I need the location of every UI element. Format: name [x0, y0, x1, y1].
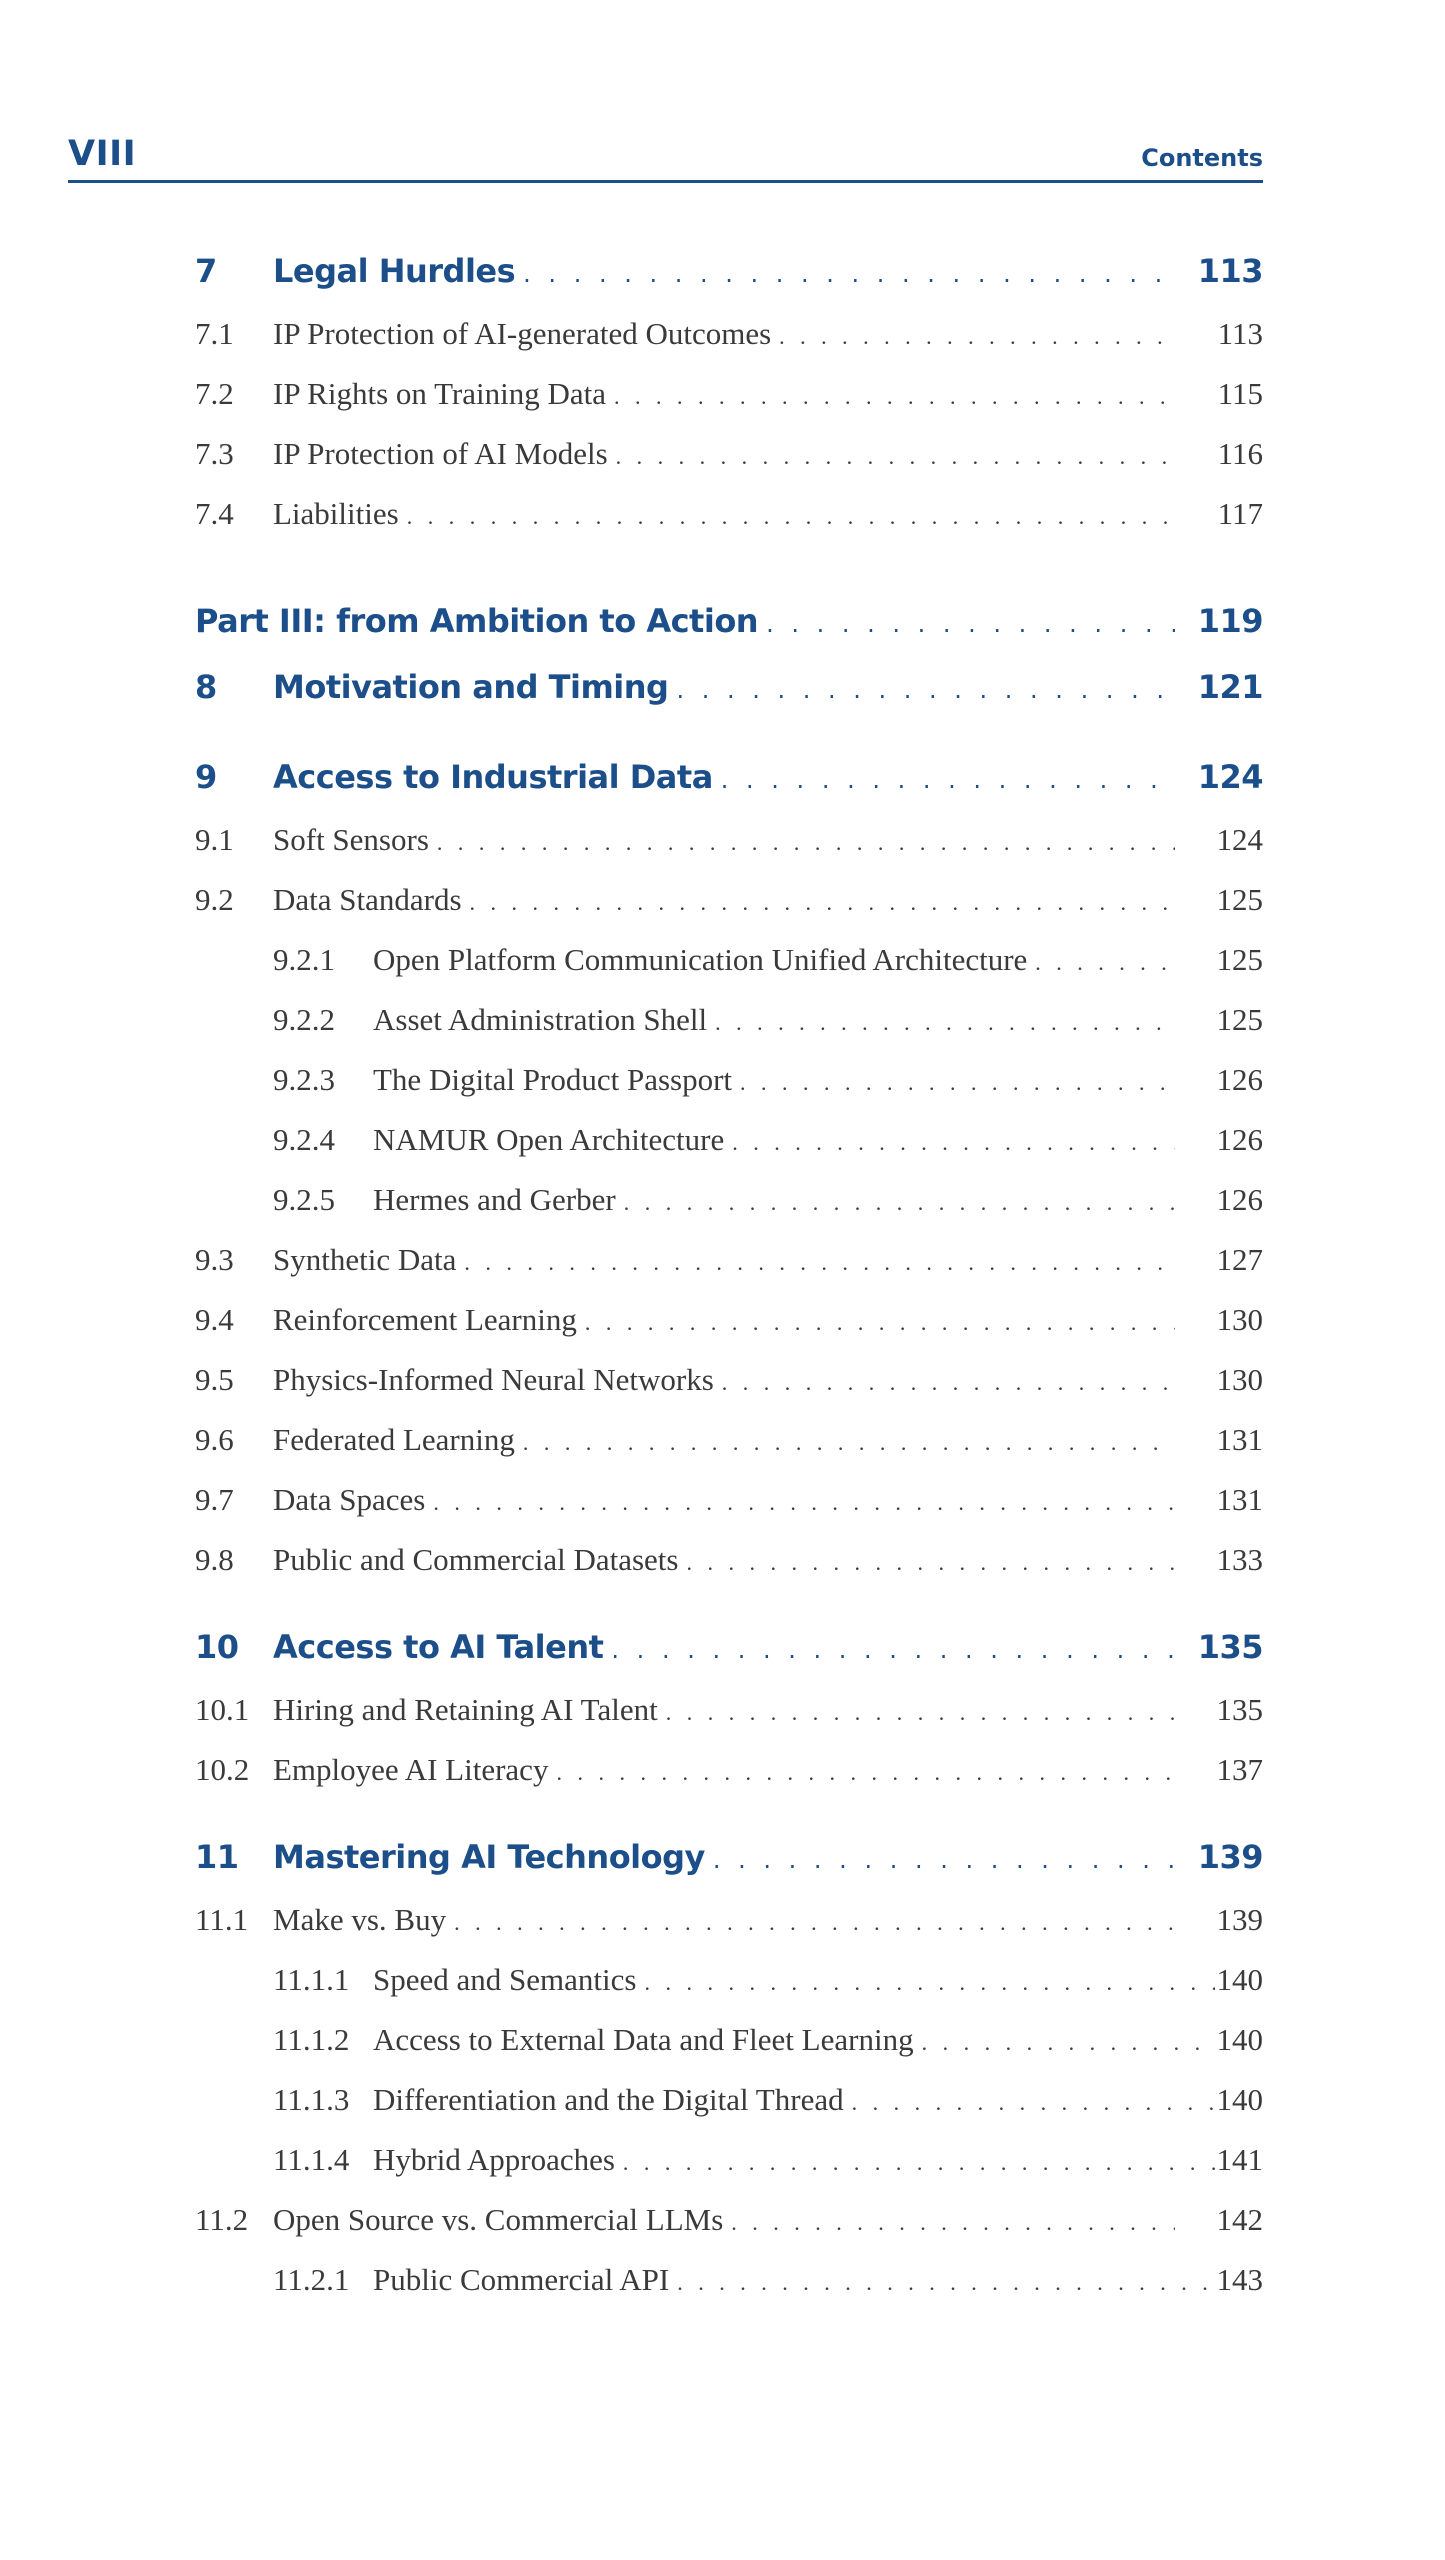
- toc-number: 9.2.4: [273, 1122, 335, 1157]
- toc-page-number: 137: [1216, 1752, 1263, 1787]
- toc-chapter-11[interactable]: [195, 1838, 1263, 1876]
- toc-title: Differentiation and the Digital Thread: [373, 2082, 844, 2117]
- dot-leader: [721, 758, 1175, 796]
- toc-section-10-1[interactable]: [195, 1692, 1263, 1728]
- toc-section-7-1[interactable]: [195, 316, 1263, 352]
- toc-number: 9.3: [195, 1242, 234, 1277]
- toc-number: 9.5: [195, 1362, 234, 1397]
- toc-title: Employee AI Literacy: [273, 1752, 549, 1787]
- toc-number: 7.3: [195, 436, 234, 471]
- toc-section-9-1[interactable]: [195, 822, 1263, 858]
- toc-number: 10.1: [195, 1692, 250, 1727]
- toc-subsection-11-2-1[interactable]: [273, 2262, 1263, 2298]
- toc-section-9-3[interactable]: [195, 1242, 1263, 1278]
- toc-title: Legal Hurdles: [273, 252, 516, 290]
- toc-chapter-8[interactable]: [195, 668, 1263, 706]
- toc-subsection-11-1-3[interactable]: [273, 2082, 1263, 2118]
- toc-page-number: 124: [1216, 822, 1263, 857]
- dot-leader: [614, 376, 1175, 412]
- dot-leader: [624, 1182, 1175, 1218]
- dot-leader: [722, 1362, 1175, 1398]
- toc-section-9-5[interactable]: [195, 1362, 1263, 1398]
- toc-number: 7.2: [195, 376, 234, 411]
- dot-leader: [740, 1062, 1175, 1098]
- toc-section-9-8[interactable]: [195, 1542, 1263, 1578]
- toc-part-iii[interactable]: [195, 602, 1263, 640]
- dot-leader: [437, 822, 1175, 858]
- toc-page-number: 140: [1216, 2082, 1263, 2117]
- toc-section-7-3[interactable]: [195, 436, 1263, 472]
- toc-chapter-9[interactable]: [195, 758, 1263, 796]
- toc-number: 11.2: [195, 2202, 249, 2237]
- page-folio: VIII: [68, 134, 137, 174]
- dot-leader: [676, 668, 1175, 706]
- toc-title: IP Rights on Training Data: [273, 376, 606, 411]
- dot-leader: [585, 1302, 1175, 1338]
- toc-title: Federated Learning: [273, 1422, 515, 1457]
- toc-section-10-2[interactable]: [195, 1752, 1263, 1788]
- toc-subsection-11-1-4[interactable]: [273, 2142, 1263, 2178]
- toc-title: Open Platform Communication Unified Architecture: [373, 942, 1028, 977]
- toc-page-number: 119: [1197, 602, 1263, 640]
- toc-page-number: 126: [1216, 1122, 1263, 1157]
- toc-page-number: 140: [1216, 1962, 1263, 1997]
- toc-page-number: 124: [1197, 758, 1263, 796]
- toc-number: 9.2.1: [273, 942, 335, 977]
- toc-number: 11: [195, 1838, 239, 1876]
- toc-title: Reinforcement Learning: [273, 1302, 577, 1337]
- toc-number: 8: [195, 668, 217, 706]
- toc-page-number: 117: [1217, 496, 1263, 531]
- toc-title: Speed and Semantics: [373, 1962, 637, 1997]
- toc-number: 9.4: [195, 1302, 234, 1337]
- toc-page-number: 115: [1217, 376, 1263, 411]
- toc-subsection-9-2-1[interactable]: [273, 942, 1263, 978]
- toc-page-number: 116: [1217, 436, 1263, 471]
- toc-number: 7.4: [195, 496, 234, 531]
- toc-title: Hiring and Retaining AI Talent: [273, 1692, 658, 1727]
- dot-leader: [523, 252, 1175, 290]
- dot-leader: [922, 2022, 1215, 2058]
- dot-leader: [433, 1482, 1175, 1518]
- toc-subsection-9-2-5[interactable]: [273, 1182, 1263, 1218]
- toc-page-number: 125: [1216, 942, 1263, 977]
- toc-title: Make vs. Buy: [273, 1902, 447, 1937]
- toc-title: Asset Administration Shell: [373, 1002, 708, 1037]
- toc-page-number: 125: [1216, 882, 1263, 917]
- toc-number: 11.1.4: [273, 2142, 350, 2177]
- toc-number: 7.1: [195, 316, 234, 351]
- toc-number: 9.6: [195, 1422, 234, 1457]
- toc-number: 9.2.3: [273, 1062, 335, 1097]
- dot-leader: [623, 2142, 1215, 2178]
- toc-title: Hermes and Gerber: [373, 1182, 616, 1217]
- dot-leader: [852, 2082, 1215, 2118]
- toc-title: Mastering AI Technology: [273, 1838, 705, 1876]
- toc-number: 11.1: [195, 1902, 249, 1937]
- dot-leader: [715, 1002, 1175, 1038]
- toc-page-number: 127: [1216, 1242, 1263, 1277]
- toc-page-number: 126: [1216, 1182, 1263, 1217]
- toc-chapter-7[interactable]: [195, 252, 1263, 290]
- toc-title: The Digital Product Passport: [373, 1062, 733, 1097]
- toc-title: Soft Sensors: [273, 822, 429, 857]
- toc-page-number: 130: [1216, 1302, 1263, 1337]
- toc-subsection-11-1-2[interactable]: [273, 2022, 1263, 2058]
- dot-leader: [779, 316, 1175, 352]
- toc-title: IP Protection of AI Models: [273, 436, 608, 471]
- toc-page-number: 130: [1216, 1362, 1263, 1397]
- toc-title: IP Protection of AI-generated Outcomes: [273, 316, 772, 351]
- dot-leader: [407, 496, 1175, 532]
- toc-page-number: 135: [1216, 1692, 1263, 1727]
- toc-subsection-9-2-3[interactable]: [273, 1062, 1263, 1098]
- dot-leader: [556, 1752, 1175, 1788]
- toc-subsection-9-2-4[interactable]: [273, 1122, 1263, 1158]
- toc-number: 11.1.3: [273, 2082, 350, 2117]
- toc-title: Synthetic Data: [273, 1242, 457, 1277]
- toc-page-number: 131: [1216, 1482, 1263, 1517]
- dot-leader: [1035, 942, 1175, 978]
- toc-title: Data Spaces: [273, 1482, 426, 1517]
- toc-section-9-4[interactable]: [195, 1302, 1263, 1338]
- toc-number: 9.7: [195, 1482, 234, 1517]
- toc-section-9-6[interactable]: [195, 1422, 1263, 1458]
- toc-page-number: 126: [1216, 1062, 1263, 1097]
- toc-title: Motivation and Timing: [273, 668, 669, 706]
- toc-number: 11.1.1: [273, 1962, 350, 1997]
- toc-number: 11.2.1: [273, 2262, 350, 2297]
- dot-leader: [686, 1542, 1175, 1578]
- running-head-title: Contents: [1141, 144, 1263, 172]
- toc-section-9-7[interactable]: [195, 1482, 1263, 1518]
- toc-number: 9.8: [195, 1542, 234, 1577]
- dot-leader: [470, 882, 1175, 918]
- dot-leader: [677, 2262, 1214, 2298]
- toc-subsection-9-2-2[interactable]: [273, 1002, 1263, 1038]
- toc-number: 7: [195, 252, 217, 290]
- toc-number: 9.1: [195, 822, 234, 857]
- dot-leader: [611, 1628, 1175, 1666]
- toc-page-number: 135: [1197, 1628, 1263, 1666]
- toc-section-7-4[interactable]: [195, 496, 1263, 532]
- toc-section-7-2[interactable]: [195, 376, 1263, 412]
- dot-leader: [644, 1962, 1214, 1998]
- toc-title: Access to Industrial Data: [273, 758, 713, 796]
- toc-title: Liabilities: [273, 496, 399, 531]
- toc-page-number: 125: [1216, 1002, 1263, 1037]
- dot-leader: [766, 602, 1175, 640]
- toc-number: 9: [195, 758, 217, 796]
- toc-title: NAMUR Open Architecture: [373, 1122, 725, 1157]
- dot-leader: [616, 436, 1175, 472]
- toc-title: Access to External Data and Fleet Learning: [373, 2022, 914, 2057]
- toc-page-number: 113: [1217, 316, 1263, 351]
- toc-title: Data Standards: [273, 882, 462, 917]
- toc-number: 10.2: [195, 1752, 250, 1787]
- toc-title: Public Commercial API: [373, 2262, 670, 2297]
- toc-subsection-11-1-1[interactable]: [273, 1962, 1263, 1998]
- toc-page-number: 133: [1216, 1542, 1263, 1577]
- toc-section-9-2[interactable]: [195, 882, 1263, 918]
- toc-chapter-10[interactable]: [195, 1628, 1263, 1666]
- toc-page-number: 141: [1216, 2142, 1263, 2177]
- toc-page-number: 140: [1216, 2022, 1263, 2057]
- toc-title: Hybrid Approaches: [373, 2142, 615, 2177]
- toc-number: 11.1.2: [273, 2022, 350, 2057]
- toc-title: Open Source vs. Commercial LLMs: [273, 2202, 724, 2237]
- toc-page-number: 143: [1216, 2262, 1263, 2297]
- toc-number: 9.2.5: [273, 1182, 335, 1217]
- toc-title: Part III: from Ambition to Action: [195, 602, 759, 640]
- toc-number: 9.2: [195, 882, 234, 917]
- toc-page-number: 139: [1197, 1838, 1263, 1876]
- dot-leader: [731, 2202, 1175, 2238]
- toc-title: Public and Commercial Datasets: [273, 1542, 679, 1577]
- toc-number: 9.2.2: [273, 1002, 335, 1037]
- dot-leader: [464, 1242, 1175, 1278]
- dot-leader: [732, 1122, 1175, 1158]
- dot-leader: [666, 1692, 1175, 1728]
- toc-section-11-1[interactable]: [195, 1902, 1263, 1938]
- toc-page-number: 113: [1197, 252, 1263, 290]
- toc-page-number: 131: [1216, 1422, 1263, 1457]
- toc-section-11-2[interactable]: [195, 2202, 1263, 2238]
- dot-leader: [454, 1902, 1175, 1938]
- toc-title: Physics-Informed Neural Networks: [273, 1362, 714, 1397]
- toc-title: Access to AI Talent: [273, 1628, 604, 1666]
- toc-number: 10: [195, 1628, 239, 1666]
- toc-page-number: 139: [1216, 1902, 1263, 1937]
- dot-leader: [713, 1838, 1175, 1876]
- toc-page-number: 121: [1197, 668, 1263, 706]
- toc-page-number: 142: [1216, 2202, 1263, 2237]
- dot-leader: [523, 1422, 1175, 1458]
